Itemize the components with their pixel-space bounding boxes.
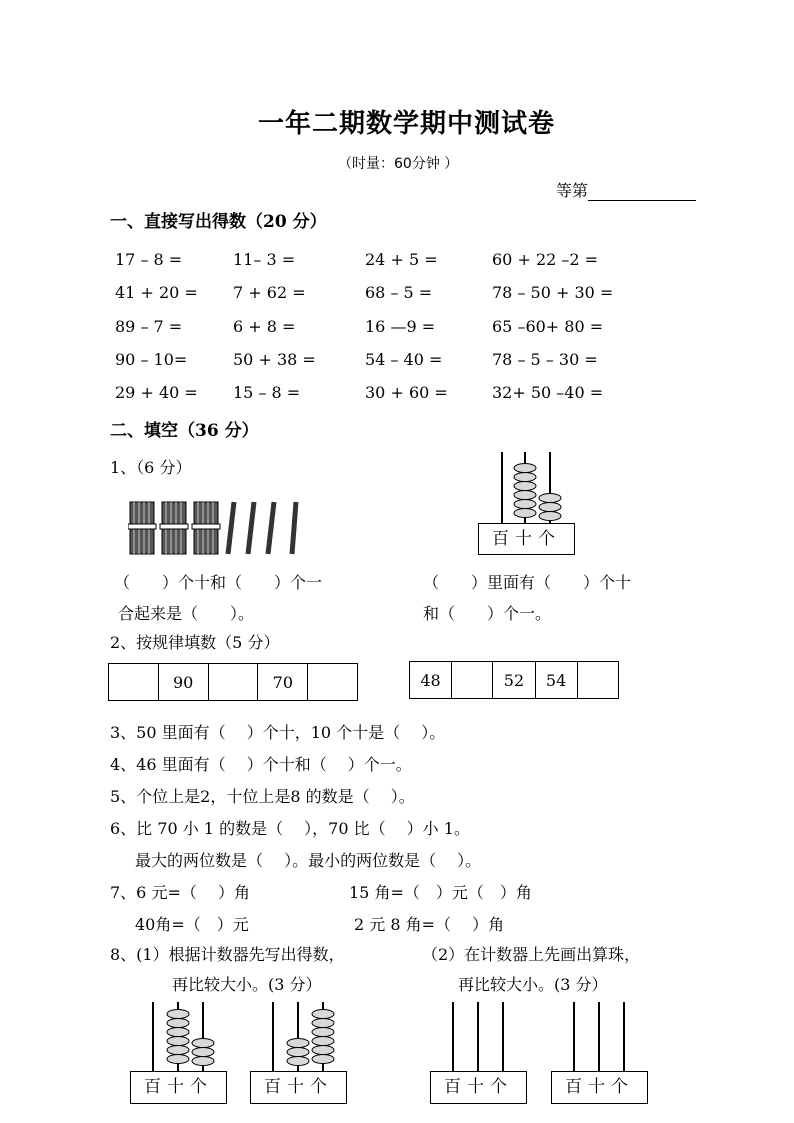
equation-item: 7 + 62 = — [233, 283, 306, 302]
equation-item: 29 + 40 = — [115, 383, 198, 402]
seq1-cell[interactable] — [109, 664, 159, 701]
seq1-cell[interactable] — [208, 664, 258, 701]
q2-sequence-1 — [108, 663, 358, 701]
equation-item: 24 + 5 = — [365, 250, 438, 269]
seq2-cell: 54 — [535, 662, 577, 699]
seq1-cell: 70 — [258, 664, 308, 701]
q2-sequence-2 — [409, 661, 619, 699]
q8-abacus-1-label: 百十个 — [130, 1071, 227, 1104]
equation-item: 54 – 40 = — [365, 350, 443, 369]
equation-item: 65 –60+ 80 = — [492, 317, 604, 336]
equation-item: 11– 3 = — [233, 250, 296, 269]
q7-part-b: 15 角=（ ）元（ ）角 — [349, 883, 532, 902]
single-stick — [268, 502, 274, 554]
q8-right-line1: （2）在计数器上先画出算珠， — [422, 945, 641, 964]
single-stick — [292, 502, 296, 554]
equation-item: 78 – 5 – 30 = — [492, 350, 598, 369]
q8-abacus-3[interactable] — [430, 1000, 528, 1072]
rank-label: 等第 — [556, 181, 589, 200]
rank-blank[interactable] — [588, 184, 696, 201]
single-stick — [228, 502, 234, 554]
equation-item: 90 – 10= — [115, 350, 188, 369]
q1-right-line2: 和（ ）个一。 — [423, 604, 552, 623]
q8-right-line2: 再比较大小。(3 分） — [458, 975, 608, 994]
rank-field — [556, 178, 696, 201]
q8-abacus-2 — [250, 1000, 348, 1072]
seq2-cell: 52 — [493, 662, 535, 699]
q8-left-line1: 8、(1）根据计数器先写出得数， — [110, 945, 345, 964]
seq1-cell: 90 — [158, 664, 208, 701]
stick-bundle — [160, 502, 188, 554]
seq2-cell: 48 — [410, 662, 452, 699]
q1-left-line1: （ ）个十和（ ）个一 — [114, 573, 323, 592]
equation-item: 68 – 5 = — [365, 283, 433, 302]
equation-item: 30 + 60 = — [365, 383, 448, 402]
q8-abacus-4-label: 百十个 — [551, 1071, 648, 1104]
equation-item: 17 – 8 = — [115, 250, 183, 269]
single-stick — [248, 502, 254, 554]
equation-item: 6 + 8 = — [233, 317, 296, 336]
q7-part-d: 2 元 8 角=（ ）角 — [354, 915, 505, 934]
equation-item: 32+ 50 –40 = — [492, 383, 604, 402]
q8-abacus-3-label: 百十个 — [430, 1071, 527, 1104]
subtitle: （时量：60分钟 ） — [338, 156, 459, 172]
q1-abacus-label: 百十个 — [478, 523, 575, 555]
seq2-cell[interactable] — [452, 662, 493, 699]
q8-abacus-2-label: 百十个 — [250, 1071, 347, 1104]
equation-item: 41 + 20 = — [115, 283, 198, 302]
q8-left-line2: 再比较大小。(3 分） — [172, 975, 322, 994]
seq1-cell[interactable] — [308, 664, 358, 701]
stick-bundle — [192, 502, 220, 554]
q8-abacus-1 — [130, 1000, 228, 1072]
q6-line2: 最大的两位数是（ ）。最小的两位数是（ ）。 — [135, 851, 482, 870]
q4: 4、46 里面有（ ）个十和（ ）个一。 — [110, 755, 412, 774]
equation-item: 16 —9 = — [365, 317, 436, 336]
q1-right-line1: （ ）里面有（ ）个十 — [423, 573, 632, 592]
equation-item: 15 – 8 = — [233, 383, 301, 402]
q7-part-a: 7、6 元=（ ）角 — [110, 883, 250, 902]
equation-item: 50 + 38 = — [233, 350, 316, 369]
section1-heading: 一、直接写出得数（20 分） — [110, 212, 327, 232]
equation-item: 89 – 7 = — [115, 317, 183, 336]
page-title: 一年二期数学期中测试卷 — [258, 109, 556, 139]
q7-part-c: 40角=（ ）元 — [135, 915, 249, 934]
q3: 3、50 里面有（ ）个十，10 个十是（ ）。 — [110, 723, 446, 742]
equation-item: 60 + 22 –2 = — [492, 250, 599, 269]
q1-label: 1、（6 分） — [110, 458, 192, 477]
q5: 5、个位上是2，十位上是8 的数是（ ）。 — [110, 787, 415, 806]
equation-item: 78 – 50 + 30 = — [492, 283, 614, 302]
seq2-cell[interactable] — [577, 662, 618, 699]
section2-heading: 二、填空（36 分） — [110, 421, 259, 441]
q8-abacus-4[interactable] — [551, 1000, 649, 1072]
q1-abacus — [476, 450, 576, 526]
stick-bundles-figure — [128, 498, 308, 558]
q2-label: 2、按规律填数（5 分） — [110, 633, 280, 652]
q6-line1: 6、比 70 小 1 的数是（ ），70 比（ ）小 1。 — [110, 819, 470, 838]
stick-bundle — [128, 502, 156, 554]
q1-left-line2: 合起来是（ ）。 — [118, 604, 255, 623]
